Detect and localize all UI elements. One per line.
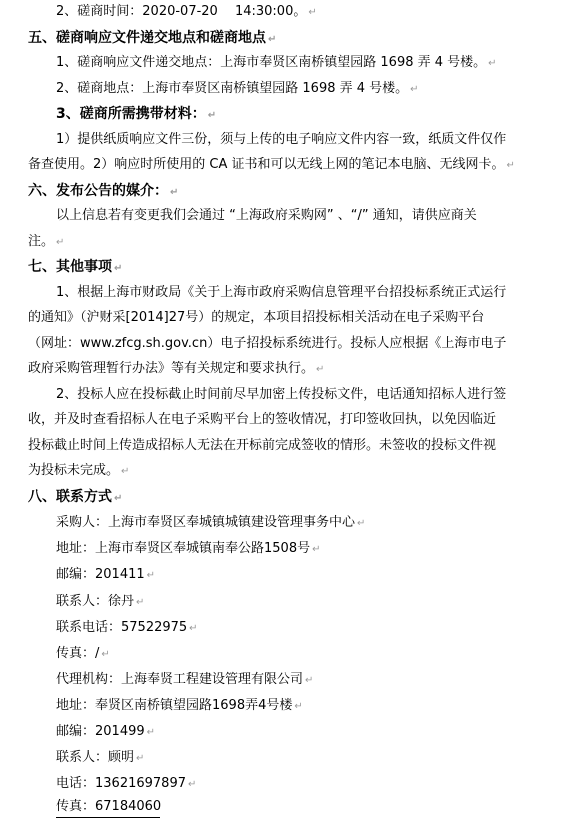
paragraph-mark-icon: ↵ xyxy=(136,753,145,764)
text-line: 1、根据上海市财政局《关于上海市政府采购信息管理平台招投标系统正式运行 xyxy=(56,285,507,300)
contact-line: 地址：奉贤区南桥镇望园路1698弄4号楼 ↵ xyxy=(56,698,303,713)
text-line: 投标截止时间上传造成招标人无法在开标前完成签收的情形。未签收的投标文件视 xyxy=(28,438,497,453)
text-line: 2、投标人应在投标截止时间前尽早加密上传投标文件，电话通知招标人进行签 xyxy=(56,387,507,402)
paragraph-mark-icon: ↵ xyxy=(410,84,419,95)
text-line: 政府采购管理暂行办法》等有关规定和要求执行。 ↵ xyxy=(28,361,325,376)
contact-line: 代理机构：上海奉贤工程建设管理有限公司 ↵ xyxy=(56,672,314,687)
paragraph-mark-icon: ↵ xyxy=(146,727,156,738)
contact-line: 联系人：徐丹 ↵ xyxy=(56,594,145,609)
paragraph-mark-icon: ↵ xyxy=(114,493,123,504)
contact-line: 联系电话：57522975 ↵ xyxy=(56,620,198,635)
paragraph-mark-icon: ↵ xyxy=(56,237,65,248)
section-heading: 七、其他事项 ↵ xyxy=(28,259,123,275)
paragraph-mark-icon: ↵ xyxy=(114,263,123,274)
section-heading: 五、磋商响应文件递交地点和磋商地点 ↵ xyxy=(28,30,277,46)
subsection-heading: 3、磋商所需携带材料： ↵ xyxy=(56,106,217,122)
text-line: 收，并及时查看招标人在电子采购平台上的签收情况，打印签收回执，以免因临近 xyxy=(28,412,497,427)
text-line: 注。 ↵ xyxy=(28,234,65,249)
paragraph-mark-icon: ↵ xyxy=(207,110,217,121)
section-heading: 八、联系方式 ↵ xyxy=(28,489,123,505)
paragraph-mark-icon: ↵ xyxy=(308,7,317,18)
paragraph-mark-icon: ↵ xyxy=(121,466,130,477)
text-line: 为投标未完成。 ↵ xyxy=(28,463,130,478)
text-line: 2、磋商地点：上海市奉贤区南桥镇望园路 1698 弄 4 号楼。 ↵ xyxy=(56,81,419,96)
contact-line: 邮编：201411 ↵ xyxy=(56,567,156,582)
paragraph-mark-icon: ↵ xyxy=(101,649,110,660)
contact-line: 地址：上海市奉贤区奉城镇南奉公路1508号 ↵ xyxy=(56,541,321,556)
paragraph-mark-icon: ↵ xyxy=(312,544,321,555)
text-line: 1、磋商响应文件递交地点：上海市奉贤区南桥镇望园路 1698 弄 4 号楼。 ↵ xyxy=(56,55,497,70)
paragraph-mark-icon: ↵ xyxy=(488,58,497,69)
paragraph-mark-icon: ↵ xyxy=(305,675,314,686)
paragraph-mark-icon: ↵ xyxy=(170,187,179,198)
text-line: 的通知》（沪财采[2014]27号）的规定，本项目招投标相关活动在电子采购平台 xyxy=(28,310,485,325)
text-line: （网址：www.zfcg.sh.gov.cn）电子招投标系统进行。投标人应根据《上海市电子 xyxy=(28,336,507,351)
text-line: 以上信息若有变更我们会通过 “上海政府采购网” 、“/” 通知，请供应商关 xyxy=(56,208,477,223)
paragraph-mark-icon: ↵ xyxy=(189,623,198,634)
contact-line: 电话：13621697897 ↵ xyxy=(56,776,197,791)
contact-line: 邮编：201499 ↵ xyxy=(56,724,156,739)
contact-line: 传真：/ ↵ xyxy=(56,646,110,661)
paragraph-mark-icon: ↵ xyxy=(187,779,197,790)
paragraph-mark-icon: ↵ xyxy=(268,34,277,45)
text-line: 2、磋商时间：2020-07-20 14:30:00。 ↵ xyxy=(56,4,317,19)
paragraph-mark-icon: ↵ xyxy=(294,701,303,712)
paragraph-mark-icon: ↵ xyxy=(146,570,156,581)
section-heading: 六、发布公告的媒介： ↵ xyxy=(28,183,179,199)
paragraph-mark-icon: ↵ xyxy=(506,160,515,171)
contact-line: 采购人：上海市奉贤区奉城镇城镇建设管理事务中心 ↵ xyxy=(56,515,366,530)
contact-line: 传真：67184060 xyxy=(56,799,162,814)
paragraph-mark-icon: ↵ xyxy=(136,597,145,608)
text-line: 1）提供纸质响应文件三份，须与上传的电子响应文件内容一致，纸质文件仅作 xyxy=(56,132,507,147)
paragraph-mark-icon: ↵ xyxy=(357,518,366,529)
text-line: 备查使用。2）响应时所使用的 CA 证书和可以无线上网的笔记本电脑、无线网卡。 ↵ xyxy=(28,157,515,172)
contact-line: 联系人：顾明 ↵ xyxy=(56,750,145,765)
paragraph-mark-icon: ↵ xyxy=(316,364,325,375)
